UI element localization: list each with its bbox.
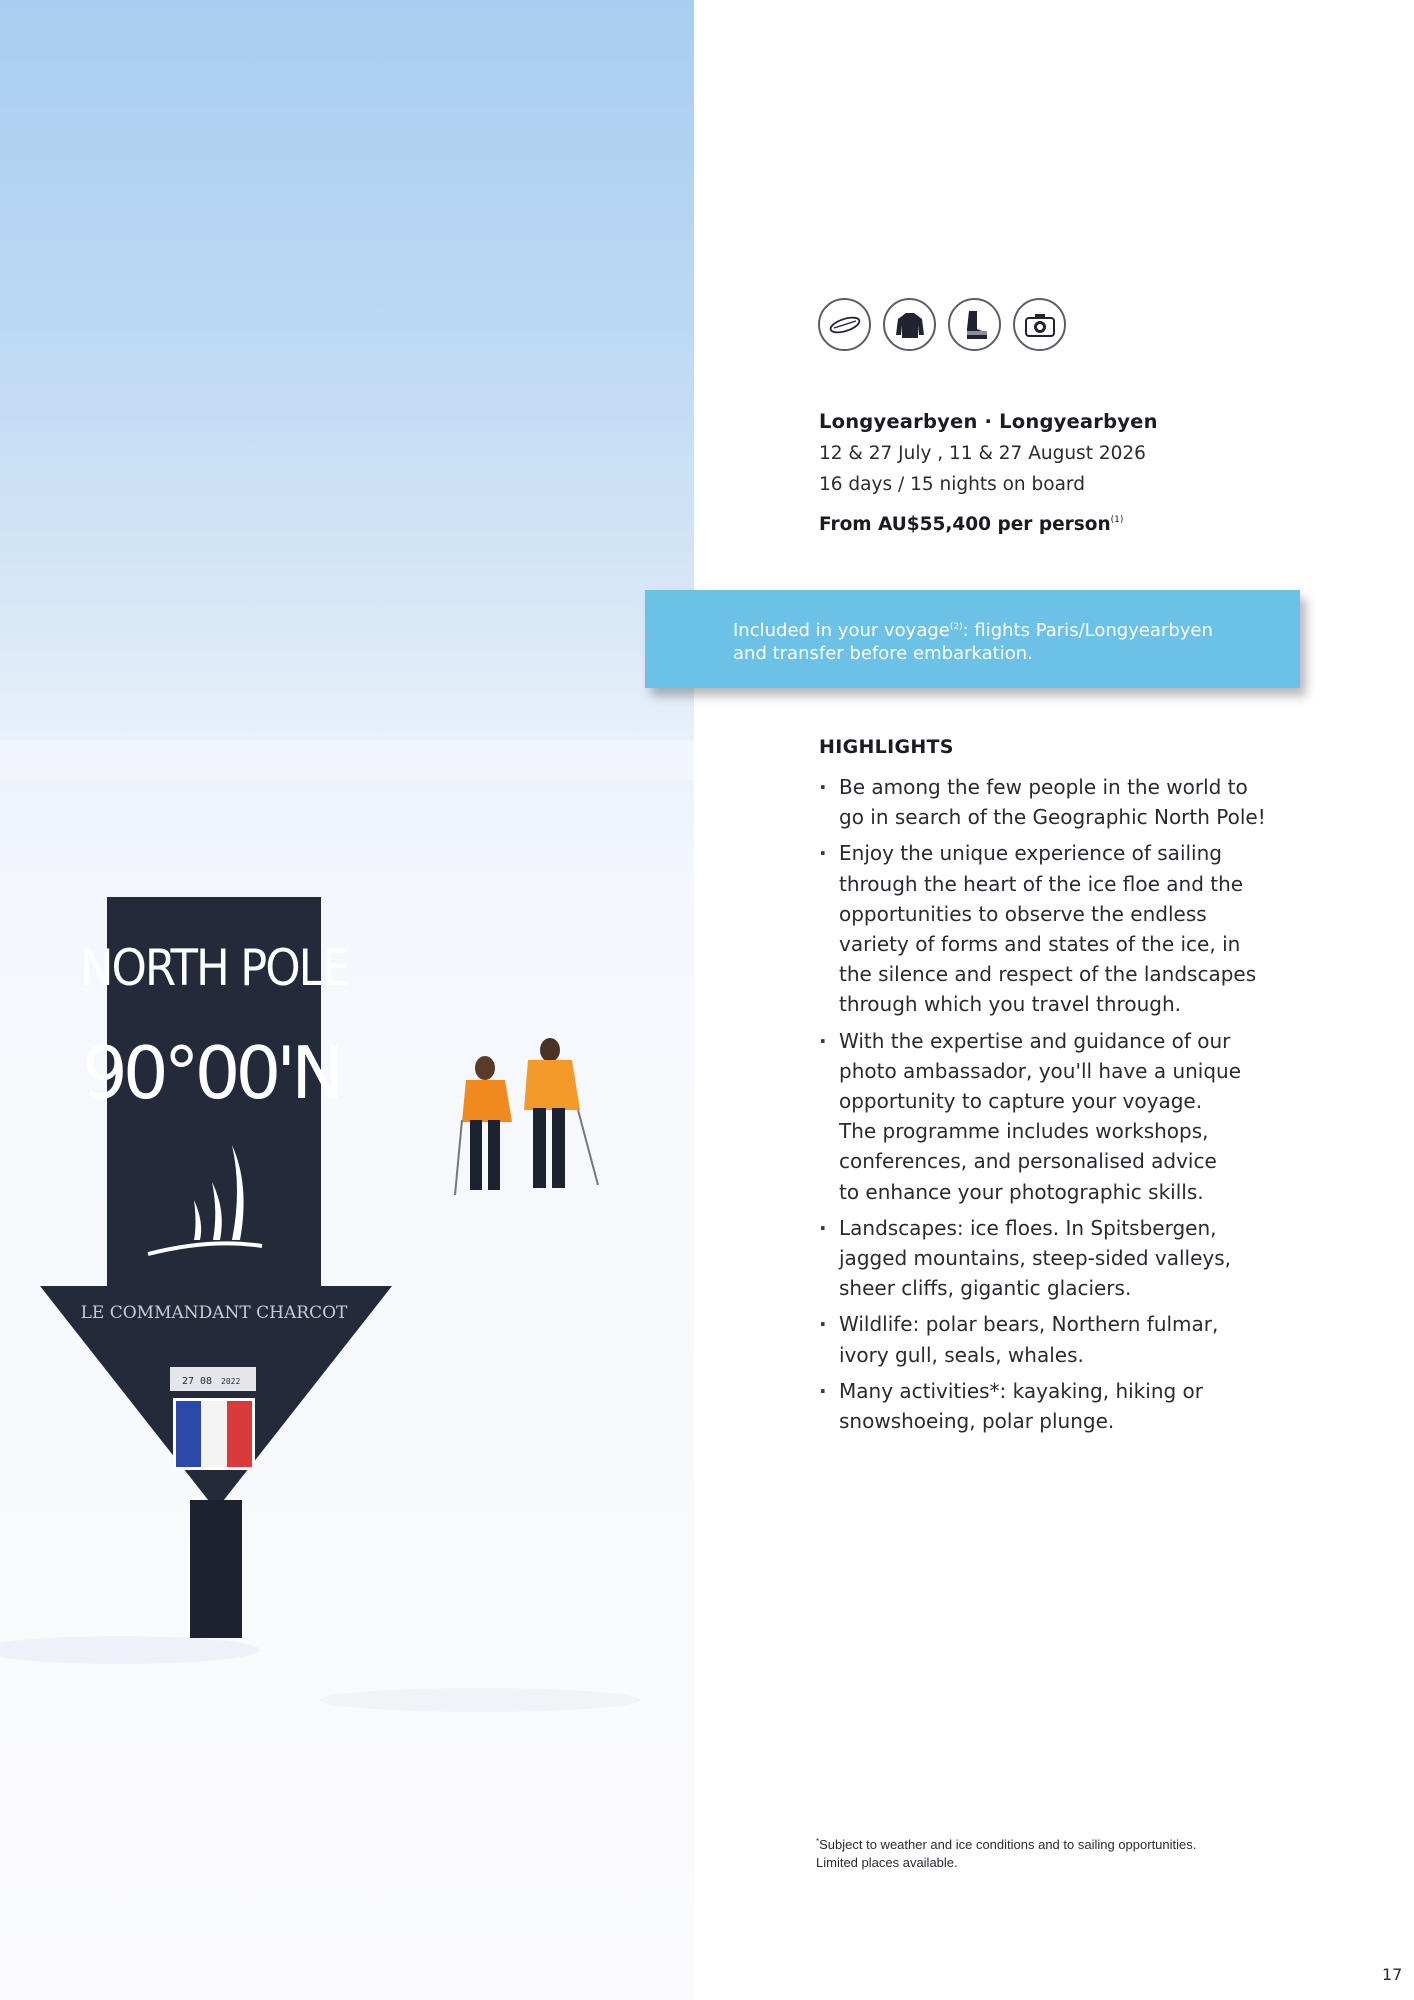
voyage-route: Longyearbyen · Longyearbyen	[819, 410, 1158, 433]
north-pole-sign	[40, 897, 392, 1638]
price-text: From AU$55,400 per person	[819, 513, 1111, 535]
date-year: 2022	[221, 1377, 241, 1386]
jacket-icon	[883, 298, 936, 351]
page-number: 17	[1382, 1965, 1403, 1984]
activity-icons	[818, 298, 1066, 351]
french-flag	[173, 1398, 255, 1470]
hikers	[455, 1038, 598, 1195]
date-month: 08	[200, 1376, 213, 1387]
photo-scene	[0, 0, 694, 2000]
voyage-price	[819, 514, 1339, 535]
snow-drift	[320, 1688, 640, 1712]
highlight-item: · Be among the few people in the world to go in search of the Geographic North Pole!	[819, 772, 1324, 832]
boots-icon	[948, 298, 1001, 351]
banner-note: (2)	[949, 622, 963, 632]
sign-coordinate: 90°00'N	[82, 1031, 340, 1115]
voyage-info	[819, 410, 1339, 553]
date-day: 27	[182, 1376, 195, 1387]
snowshoe-icon	[818, 298, 871, 351]
highlight-item: · With the expertise and guidance of our photo ambassador, you'll have a unique opportunity to capture your voyage. The programme includes workshops, conferences, and personalised advice to enhance your photographic skills.	[819, 1026, 1324, 1207]
horizon-haze	[0, 740, 694, 780]
footnote-marker: *	[816, 1837, 820, 1846]
highlight-item: · Landscapes: ice floes. In Spitsbergen, jagged mountains, steep-sided valleys, sheer cliffs, gigantic glaciers.	[819, 1213, 1324, 1304]
highlights-list	[819, 772, 1324, 1442]
price-note: (1)	[1110, 514, 1124, 525]
highlight-item: · Enjoy the unique experience of sailing through the heart of the ice floe and the opportunities to observe the endless variety of forms and states of the ice, in the silence and respect of the landscapes through which you travel through.	[819, 838, 1324, 1019]
highlights-title: HIGHLIGHTS	[819, 736, 954, 758]
banner-text-before: Included in your voyage	[733, 620, 950, 641]
banner-text-after: : flights Paris/Longyearbyen and transfer before embarkation.	[733, 620, 1213, 664]
ship-name: LE COMMANDANT CHARCOT	[80, 1303, 348, 1323]
camera-icon	[1013, 298, 1066, 351]
snow-drift	[0, 1636, 260, 1664]
north-pole-photo	[0, 0, 694, 2000]
footnote	[816, 1833, 1196, 1872]
included-banner	[645, 590, 1300, 688]
voyage-duration: 16 days / 15 nights on board	[819, 474, 1085, 495]
highlight-item: · Many activities*: kayaking, hiking or snowshoeing, polar plunge.	[819, 1376, 1324, 1436]
sign-title: NORTH POLE	[79, 939, 349, 997]
footnote-text: Subject to weather and ice conditions and to sailing opportunities. Limited places available.	[816, 1837, 1197, 1870]
highlight-item: · Wildlife: polar bears, Northern fulmar, ivory gull, seals, whales.	[819, 1309, 1324, 1369]
voyage-dates: 12 & 27 July , 11 & 27 August 2026	[819, 443, 1146, 464]
